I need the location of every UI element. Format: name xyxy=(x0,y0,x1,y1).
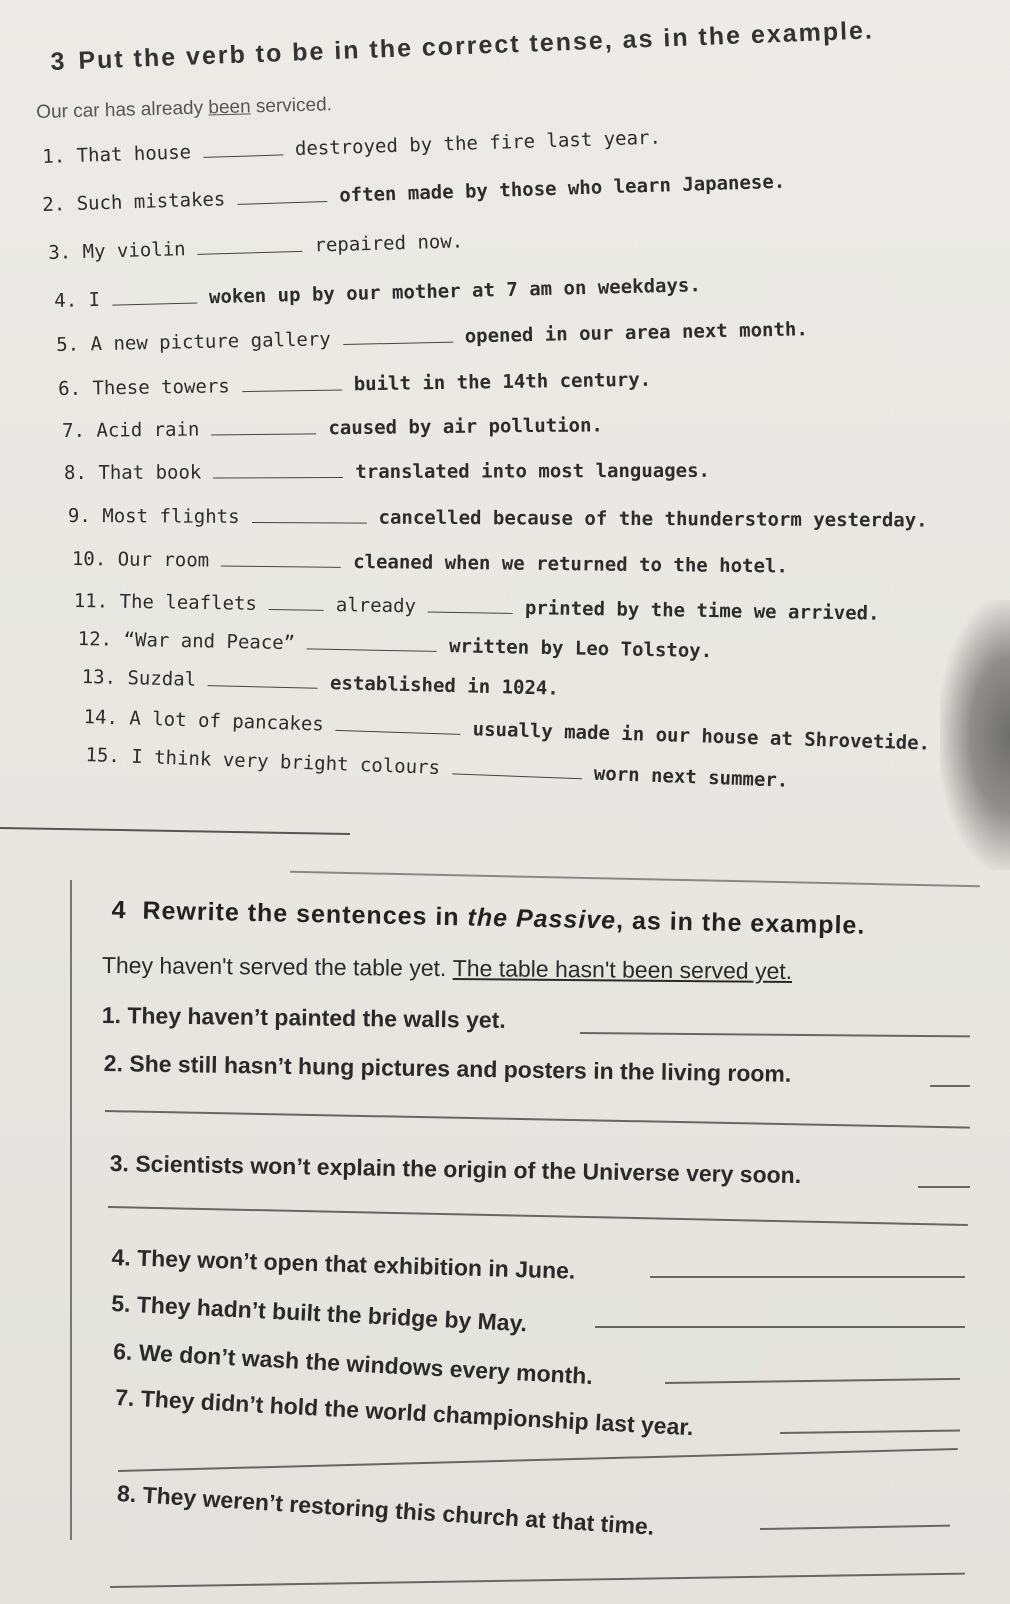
answer-blank[interactable] xyxy=(307,647,437,651)
answer-blank[interactable] xyxy=(203,153,283,158)
exercise-number: 3 xyxy=(50,47,67,76)
exercise-instruction-emphasis: the Passive xyxy=(467,903,617,935)
item-subject: Most flights xyxy=(102,505,240,528)
item-rest: built in the 14th century. xyxy=(353,368,652,396)
item-number: 8. xyxy=(64,461,87,484)
item-rest: printed by the time we arrived. xyxy=(524,597,880,625)
item-number: 14. xyxy=(83,706,119,730)
item-number: 8. xyxy=(116,1480,138,1508)
item-number: 3. xyxy=(109,1150,130,1177)
item-subject: The leaflets xyxy=(119,590,258,615)
example-prompt: They haven't served the table yet. xyxy=(101,952,447,982)
exercise-number: 4 xyxy=(111,896,127,925)
exercise-instruction-end: , as in the example. xyxy=(615,906,866,940)
item-subject: That book xyxy=(98,461,202,484)
item-subject: That house xyxy=(76,141,192,167)
item-rest: woken up by our mother at 7 am on weekdays. xyxy=(208,274,702,309)
item-number: 7. xyxy=(114,1384,136,1411)
item-rest: written by Leo Tolstoy. xyxy=(448,635,713,663)
answer-blank[interactable] xyxy=(252,521,367,524)
page-shadow xyxy=(940,600,1010,870)
example-answer: been xyxy=(208,96,251,119)
answer-blank[interactable] xyxy=(208,684,318,689)
item-rest: often made by those who learn Japanese. xyxy=(338,170,786,207)
item-rest: repaired now. xyxy=(314,230,464,257)
item-subject: A lot of pancakes xyxy=(129,707,325,736)
item-rest: translated into most languages. xyxy=(355,459,710,483)
item-subject: A new picture gallery xyxy=(90,328,331,356)
item-number: 2. xyxy=(103,1050,124,1077)
item-rest: caused by air pollution. xyxy=(328,414,604,440)
answer-line[interactable] xyxy=(918,1186,970,1188)
item-number: 5. xyxy=(56,333,80,356)
item-subject: Acid rain xyxy=(96,418,200,442)
answer-blank[interactable] xyxy=(336,729,461,735)
item-text: They didn’t hold the world championship last year. xyxy=(140,1385,695,1441)
item-subject: My violin xyxy=(82,238,186,264)
item-text: They hadn’t built the bridge by May. xyxy=(136,1291,528,1337)
item-number: 1. xyxy=(42,145,66,168)
item-number: 13. xyxy=(81,666,117,689)
item-subject: I think very bright colours xyxy=(130,745,441,779)
answer-blank[interactable] xyxy=(221,565,341,568)
item-subject: Suzdal xyxy=(127,667,197,691)
answer-blank[interactable] xyxy=(213,476,343,478)
item-number: 10. xyxy=(71,548,107,571)
item-text: We don’t wash the windows every month. xyxy=(138,1339,594,1390)
answer-line[interactable] xyxy=(595,1326,965,1328)
example-text: Our car has already xyxy=(36,97,209,123)
section-border xyxy=(70,880,72,1540)
item-adverb: already xyxy=(335,594,417,618)
answer-blank[interactable] xyxy=(198,250,303,255)
answer-blank[interactable] xyxy=(269,608,324,611)
item-rest: cancelled because of the thunderstorm yesterday. xyxy=(378,506,928,532)
item-subject: Such mistakes xyxy=(76,188,226,215)
item-rest: opened in our area next month. xyxy=(464,318,809,348)
example-answer: The table hasn't been served yet. xyxy=(452,955,793,985)
item-number: 3. xyxy=(48,241,72,264)
item-rest: cleaned when we returned to the hotel. xyxy=(353,550,788,578)
item-text: Scientists won’t explain the origin of the Universe very soon. xyxy=(135,1150,802,1189)
item-subject: These towers xyxy=(92,375,230,400)
item-rest: usually made in our house at Shrovetide. xyxy=(472,718,931,755)
item-number: 6. xyxy=(112,1338,134,1365)
answer-blank[interactable] xyxy=(452,772,582,779)
answer-line[interactable] xyxy=(930,1085,970,1087)
item-text: They won’t open that exhibition in June. xyxy=(136,1244,576,1284)
answer-blank[interactable] xyxy=(242,389,342,393)
exercise-instruction: Rewrite the sentences in xyxy=(142,896,468,932)
answer-blank[interactable] xyxy=(428,611,513,614)
item-subject: “War and Peace” xyxy=(123,628,296,655)
item-number: 4. xyxy=(54,289,78,312)
exercise-instruction: Put the verb to be in the correct tense, as in the example. xyxy=(77,16,875,75)
item-text: They weren’t restoring this church at that time. xyxy=(141,1481,656,1540)
exercise-3-item xyxy=(64,460,710,484)
item-number: 11. xyxy=(73,590,109,613)
item-number: 15. xyxy=(85,744,121,768)
item-subject: I xyxy=(88,288,101,312)
item-number: 9. xyxy=(67,505,91,528)
item-number: 7. xyxy=(62,419,86,442)
answer-blank[interactable] xyxy=(211,432,316,435)
item-number: 5. xyxy=(110,1290,132,1317)
item-text: They haven’t painted the walls yet. xyxy=(127,1002,506,1033)
item-number: 12. xyxy=(77,628,113,651)
answer-blank[interactable] xyxy=(343,341,453,345)
answer-blank[interactable] xyxy=(112,302,197,306)
item-subject: Our room xyxy=(117,548,210,572)
item-number: 1. xyxy=(101,1002,122,1029)
answer-blank[interactable] xyxy=(237,200,327,205)
item-number: 6. xyxy=(58,377,82,400)
exercise-3-item xyxy=(68,505,928,532)
exercise-4-item xyxy=(102,1002,506,1034)
item-number: 2. xyxy=(42,193,66,216)
item-number: 4. xyxy=(111,1244,132,1271)
item-rest: worn next summer. xyxy=(593,762,789,792)
item-rest: established in 1024. xyxy=(329,672,560,700)
item-text: She still hasn’t hung pictures and posters in the living room. xyxy=(129,1050,792,1087)
example-text-end: serviced. xyxy=(250,94,333,118)
answer-line[interactable] xyxy=(650,1276,965,1278)
item-rest: destroyed by the fire last year. xyxy=(294,126,662,161)
